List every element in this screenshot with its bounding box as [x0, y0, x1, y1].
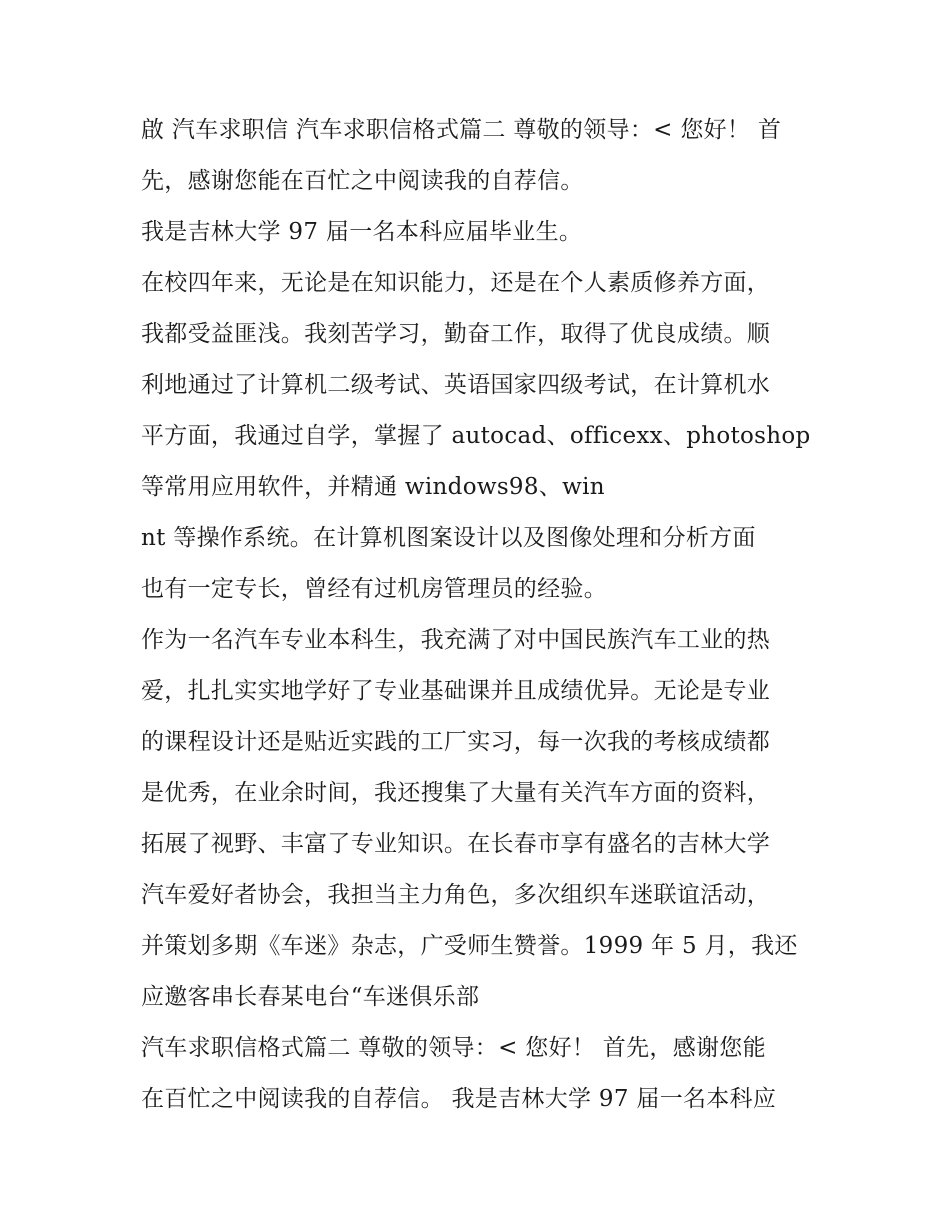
text-line: 在百忙之中阅读我的自荐信。 我是吉林大学 97 届一名本科应: [141, 1086, 777, 1112]
document-body: [141, 108, 821, 1128]
text-line: 爱，扎扎实实地学好了专业基础课并且成绩优异。无论是专业: [141, 678, 771, 704]
text-line: 啟 汽车求职信 汽车求职信格式篇二 尊敬的领导：< 您好！ 首: [141, 117, 782, 143]
text-line: 我都受益匪浅。我刻苦学习，勤奋工作，取得了优良成绩。顺: [141, 321, 771, 347]
text-line: 作为一名汽车专业本科生，我充满了对中国民族汽车工业的热: [141, 627, 771, 653]
text-line: 等常用应用软件，并精通 windows98、win: [141, 474, 605, 500]
text-line: 拓展了视野、丰富了专业知识。在长春市享有盛名的吉林大学: [141, 831, 771, 857]
text-line: 利地通过了计算机二级考试、英语国家四级考试，在计算机水: [141, 372, 771, 398]
text-line: 并策划多期《车迷》杂志，广受师生赞誉。1999 年 5 月，我还: [141, 933, 798, 959]
text-line: 我是吉林大学 97 届一名本科应届毕业生。: [141, 219, 583, 245]
text-line: 也有一定专长，曾经有过机房管理员的经验。: [141, 576, 607, 602]
text-line: 在校四年来，无论是在知识能力，还是在个人素质修养方面，: [141, 270, 771, 296]
text-line: 的课程设计还是贴近实践的工厂实习，每一次我的考核成绩都: [141, 729, 771, 755]
text-line: nt 等操作系统。在计算机图案设计以及图像处理和分析方面: [141, 525, 756, 551]
text-line: 汽车爱好者协会，我担当主力角色，多次组织车迷联谊活动，: [141, 882, 771, 908]
text-line: 是优秀，在业余时间，我还搜集了大量有关汽车方面的资料，: [141, 780, 771, 806]
text-line: 汽车求职信格式篇二 尊敬的领导：< 您好！ 首先，感谢您能: [141, 1035, 766, 1061]
text-line: 平方面，我通过自学，掌握了 autocad、officexx、photoshop: [141, 423, 811, 449]
text-line: 应邀客串长春某电台“车迷俱乐部: [141, 984, 480, 1010]
text-line: 先，感谢您能在百忙之中阅读我的自荐信。: [141, 168, 584, 194]
